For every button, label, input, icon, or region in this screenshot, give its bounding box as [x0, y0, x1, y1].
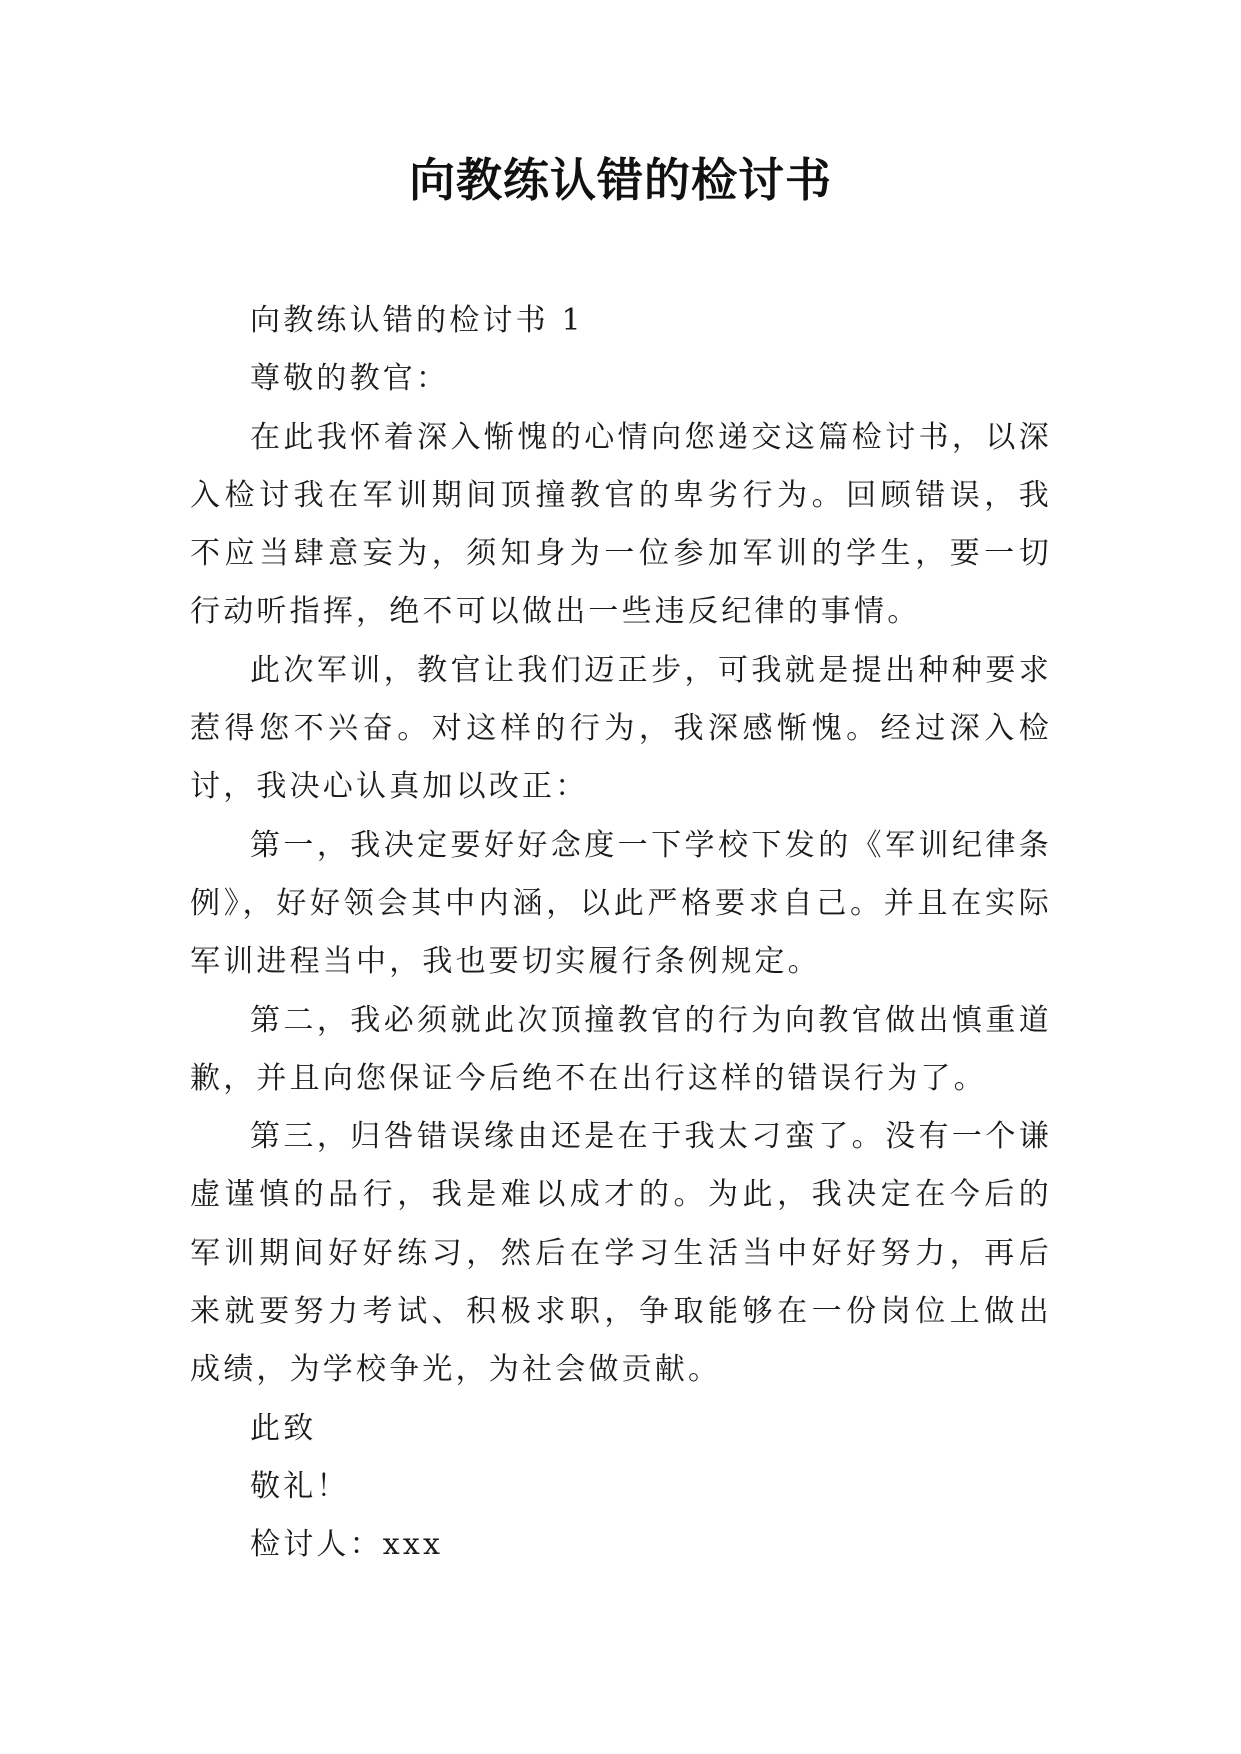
- body-paragraph: 此次军训，教官让我们迈正步，可我就是提出种种要求惹得您不兴奋。对这样的行为，我深感惭愧。经过深入检讨，我决心认真加以改正：: [190, 652, 1052, 805]
- body-paragraph: 第三，归咎错误缘由还是在于我太刁蛮了。没有一个谦虚谨慎的品行，我是难以成才的。为此，我决定在今后的军训期间好好练习，然后在学习生活当中好好努力，再后来就要努力考试、积极求职，争取能够在一份岗位上做出成绩，为学校争光，为社会做贡献。: [190, 1119, 1052, 1388]
- body-paragraph: 第二，我必须就此次顶撞教官的行为向教官做出慎重道歉，并且向您保证今后绝不在出行这样的错误行为了。: [190, 1002, 1052, 1096]
- signature-line: 检讨人：xxx: [250, 1527, 444, 1563]
- document-body: [190, 292, 1052, 1575]
- closing-regards: 敬礼！: [250, 1468, 350, 1504]
- document-title: 向教练认错的检讨书: [409, 153, 832, 207]
- closing-line: 此致: [250, 1410, 317, 1446]
- section-heading: 向教练认错的检讨书 1: [250, 303, 584, 338]
- salutation: 尊敬的教官：: [250, 361, 450, 397]
- body-paragraph: 在此我怀着深入惭愧的心情向您递交这篇检讨书，以深入检讨我在军训期间顶撞教官的卑劣行为。回顾错误，我不应当肆意妄为，须知身为一位参加军训的学生，要一切行动听指挥，绝不可以做出一些违反纪律的事情。: [190, 419, 1052, 630]
- body-paragraph: 第一，我决定要好好念度一下学校下发的《军训纪律条例》，好好领会其中内涵，以此严格要求自己。并且在实际军训进程当中，我也要切实履行条例规定。: [190, 827, 1052, 980]
